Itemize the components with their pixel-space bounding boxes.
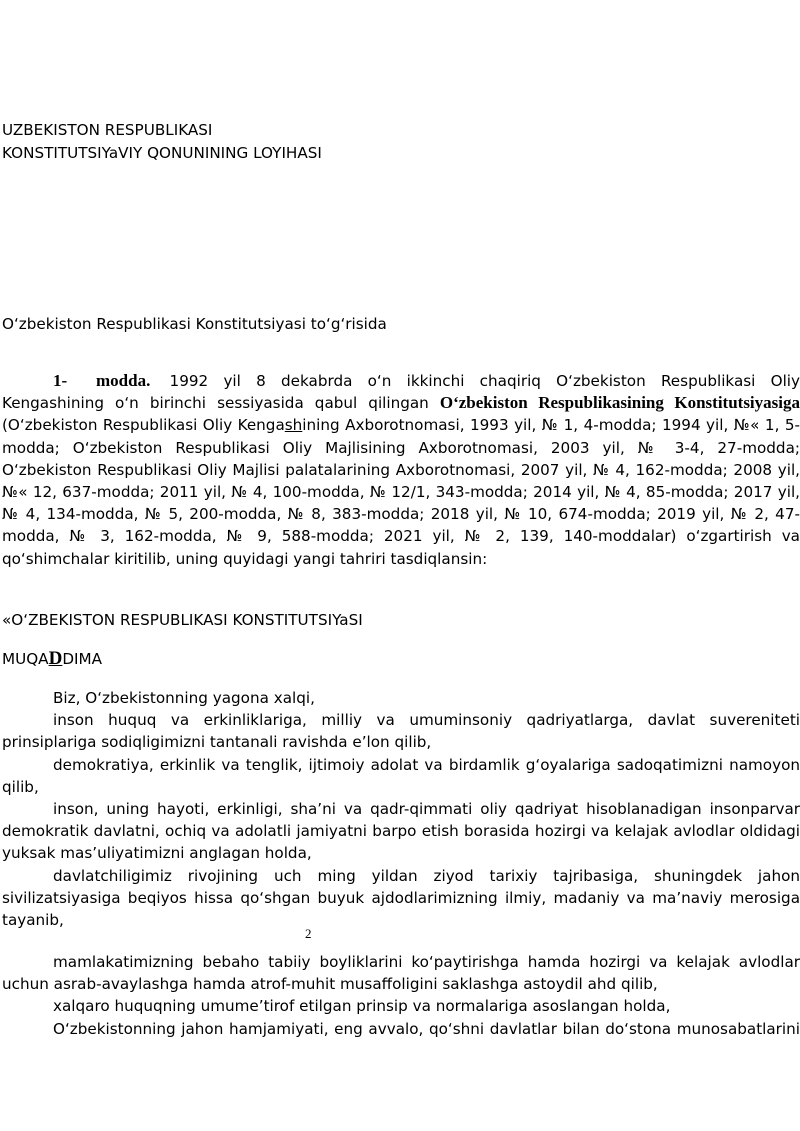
law-title: O‘zbekiston Respublikasi Konstitutsiyasi to‘g‘risida bbox=[2, 315, 387, 333]
preamble-line: O‘zbekistonning jahon hamjamiyati, eng avvalo, qo‘shni davlatlar bilan do‘stona munosabatlarini bbox=[53, 1019, 800, 1038]
preamble-line: Biz, O‘zbekistonning yagona xalqi, bbox=[53, 689, 315, 707]
preamble-line: demokratiya, erkinlik va tenglik, ijtimoiy adolat va birdamlik g‘oyalariga sadoqatimizni namoyon qilib, bbox=[2, 755, 800, 796]
article-text-a: 1992 yil 8 dekabrda o‘n ikkinchi chaqiriq O‘zbekiston Respublikasi Oliy Kengashining o‘n birinchi sessiyasida qabul qilingan bbox=[2, 372, 800, 413]
constitution-title: «O‘ZBEKISTON RESPUBLIKASI KONSTITUTSIYaSI bbox=[2, 611, 363, 629]
header-line-1: UZBEKISTON RESPUBLIKASI bbox=[2, 121, 213, 139]
article-number: 1- bbox=[53, 371, 68, 390]
preamble-line: davlatchiligimiz rivojining uch ming yildan ziyod tarixiy tajribasiga, shuningdek jahon sivilizatsiyasiga beqiyos hissa qo‘shgan buyuk ajdodlarimizning ilmiy, madaniy va ma’naviy merosiga tayanib, bbox=[2, 866, 800, 930]
preamble-line: inson huquq va erkinliklariga, milliy va umuminsoniy qadriyatlarga, davlat suvereniteti prinsiplariga sodiqligimizni tantanali ravishda e’lon qilib, bbox=[2, 711, 800, 752]
preamble-heading-after: DIMA bbox=[62, 650, 102, 668]
preamble-heading-before: MUQA bbox=[2, 650, 49, 668]
preamble-heading bbox=[2, 648, 102, 670]
preamble-line: mamlakatimizning bebaho tabiiy boyliklarini ko‘paytirishga hamda hozirgi va kelajak avlodlar uchun asrab-avaylashga hamda atrof-muhit musaffoligini saklashga astoydil ahd qilib, bbox=[2, 953, 800, 994]
article-text-c: ining Axborotnomasi, 1993 yil, № 1, 4-modda; 1994 yil, №« 1, 5-modda; O‘zbekiston Respublikasi Oliy Majlisining Axborotnomasi, 2003 yil, № 3-4, 27-modda; O‘zbekiston Respublikasi Oliy Majlisi palatalarining Axborotnomasi, 2007 yil, № 4, 162-modda; 2008 yil, №« 12, 637-modda; 2011 yil, № 4, 100-modda, № 12/1, 343-modda; 2014 yil, № 4, 85-modda; 2017 yil, № 4, 134-modda, № 5, 200-modda, № 8, 383-modda; 2018 yil, № 10, 674-modda; 2019 yil, № 2, 47-modda, № 3, 162-modda, № 9, 588-modda; 2021 yil, № 2, 139, 140-moddalar) o‘zgartirish va qo‘shimchalar kiritilib, uning quyidagi yangi tahriri tasdiqlansin: bbox=[2, 416, 800, 568]
article-word: modda. bbox=[96, 371, 151, 390]
article-text-b: (O‘zbekiston Respublikasi Oliy Kenga bbox=[2, 416, 285, 435]
preamble-line: inson, uning hayoti, erkinligi, sha’ni va qadr-qimmati oliy qadriyat hisoblanadigan insonparvar demokratik davlatni, ochiq va adolatli jamiyatni barpo etish borasida hozirgi va kelajak avlodlar oldidagi yuksak mas’uliyatimizni anglagan holda, bbox=[2, 800, 800, 863]
preamble-line: xalqaro huquqning umume’tirof etilgan prinsip va normalariga asoslangan holda, bbox=[53, 997, 671, 1016]
preamble-heading-big: D bbox=[48, 648, 63, 669]
constitution-name: O‘zbekiston Respublikasining Konstitutsiyasiga bbox=[439, 393, 800, 413]
page-number: 2 bbox=[305, 926, 312, 941]
preamble-continued bbox=[2, 951, 800, 1040]
article-underlined: sh bbox=[284, 416, 303, 435]
header-line-2: KONSTITUTSIYaVIY QONUNINING LOYIHASI bbox=[2, 144, 322, 162]
article-1 bbox=[2, 370, 800, 570]
preamble-block bbox=[2, 687, 800, 931]
